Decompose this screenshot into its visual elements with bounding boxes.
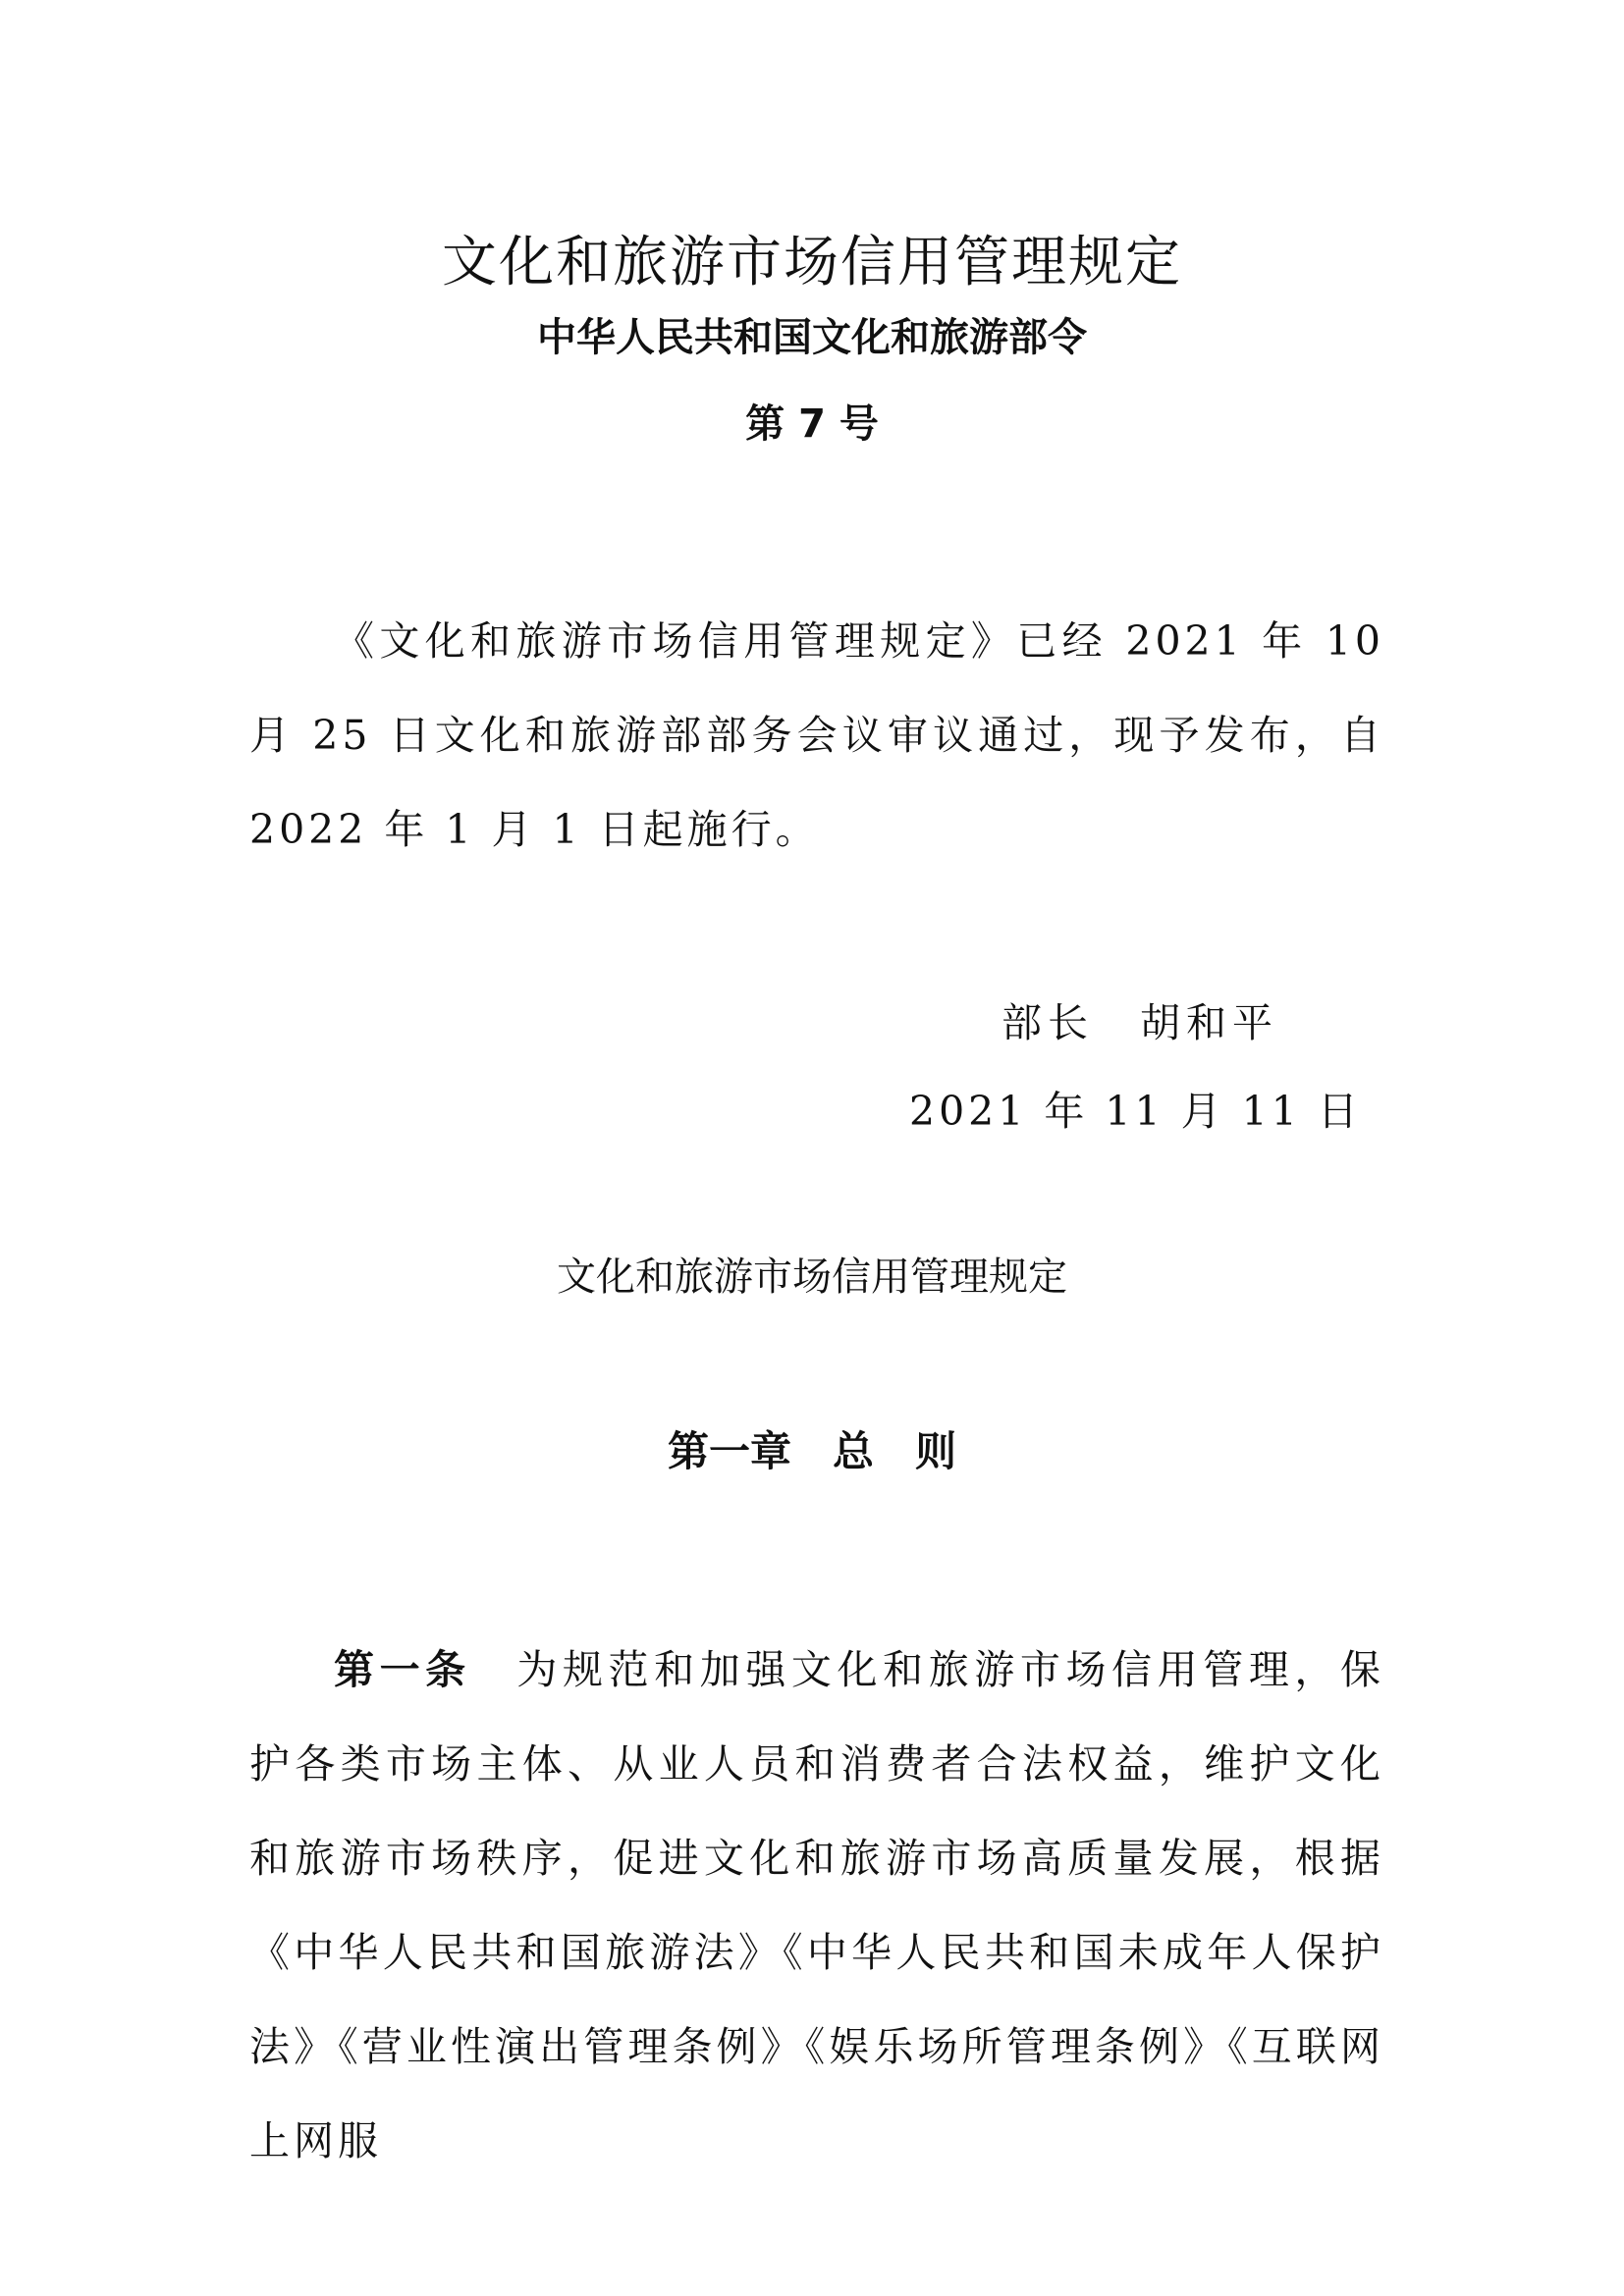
document-title: 文化和旅游市场信用管理规定 [557, 1255, 1067, 1300]
regulation-title: 文化和旅游市场信用管理规定 [442, 231, 1182, 294]
article-label: 第一条 [334, 1646, 471, 1693]
ministry-order-title: 中华人民共和国文化和旅游部令 [537, 315, 1087, 360]
signature-date: 2021 年 11 月 11 日 [909, 1088, 1362, 1135]
order-number: 第 7 号 [745, 401, 879, 447]
chapter-heading: 第一章 总 则 [667, 1427, 956, 1475]
article-text: 为规范和加强文化和旅游市场信用管理，保护各类市场主体、从业人员和消费者合法权益，维护文化和旅游市场秩序，促进文化和旅游市场高质量发展，根据《中华人民共和国旅游法》《中华人民共和国未成年人保护法》《营业性演出管理条例》《娱乐场所管理条例》《互联网上网服 [249, 1646, 1385, 2164]
signer: 部长 胡和平 [1001, 999, 1278, 1046]
article-1-paragraph [249, 1623, 1385, 2164]
promulgation-paragraph: 《文化和旅游市场信用管理规定》已经 2021 年 10 月 25 日文化和旅游部部务会议审议通过，现予发布，自 2022 年 1 月 1 日起施行。 [249, 617, 1384, 853]
